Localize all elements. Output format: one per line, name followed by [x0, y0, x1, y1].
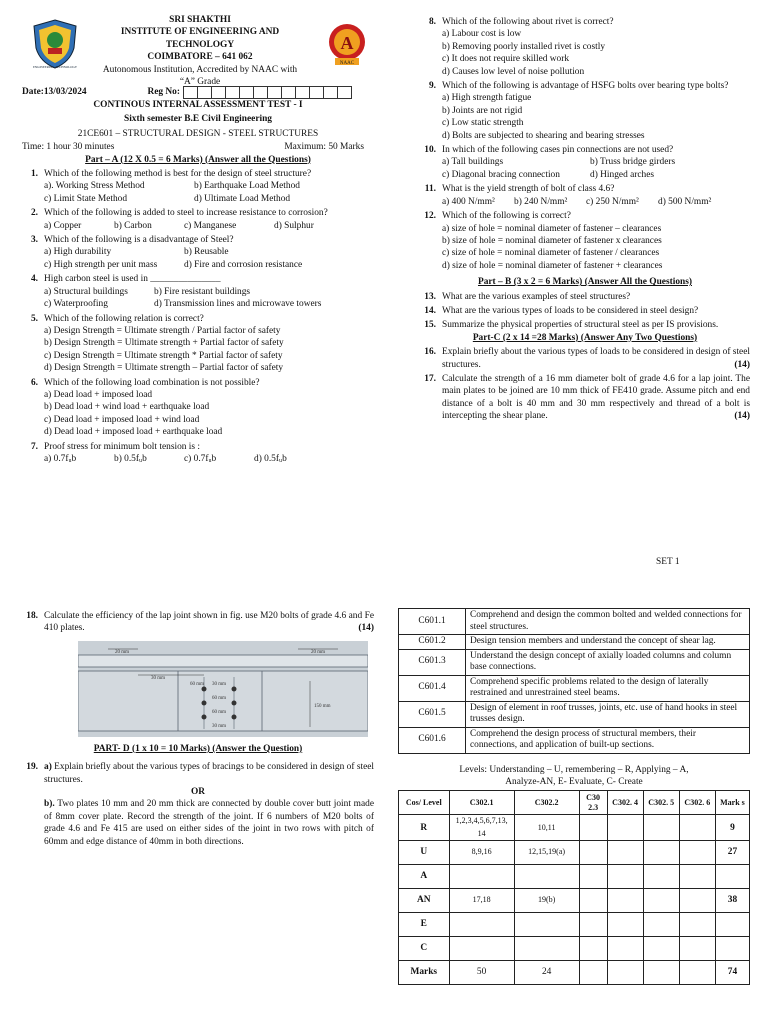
reg-no-label: Reg No: [147, 87, 180, 98]
institution-city: COIMBATORE – 641 062 [147, 52, 253, 63]
level-table-cell: 8,9,16 [449, 841, 514, 865]
level-table-cell: 10,11 [514, 815, 579, 841]
level-table-row [399, 889, 750, 913]
question-6: 6. Which of the following load combination is not possible? a) Dead load + imposed load b) Dead load + wind load + earthquake load c) Dead load + imposed load + wind load d) Dead load + imposed load + earthquake load [30, 377, 260, 438]
dim-60mm-a: 60 mm [190, 681, 205, 687]
level-table-cell [643, 841, 679, 865]
dim-30mm-b: 30 mm [212, 681, 227, 687]
level-table-cell: 38 [715, 889, 749, 913]
question-11: 11. What is the yield strength of bolt of class 4.6? a) 400 N/mm² b) 240 N/mm² c) 250 N/mm² d) 500 N/mm² [424, 184, 712, 207]
question-8: 8. Which of the following about rivet is correct? a) Labour cost is low b) Removing poorly installed rivet is costly c) It does not require skilled work d) Causes low level of noise pollution [428, 17, 614, 77]
level-table-cell [607, 865, 643, 889]
level-table-cell [679, 889, 715, 913]
dim-20mm-right: 20 mm [310, 649, 326, 655]
question-2: 2. Which of the following is added to steel to increase resistance to corrosion? a) Copper b) Carbon c) Manganese d) Sulphur [30, 208, 328, 231]
max-marks: Maximum: 50 Marks [284, 142, 364, 153]
co-code: C601.3 [399, 649, 466, 675]
level-table-cell: Marks [399, 961, 450, 985]
level-table-cell [607, 889, 643, 913]
co-row [399, 635, 750, 650]
set-label: SET 1 [656, 557, 680, 567]
question-4: 4. High carbon steel is used in _______________ a) Structural buildings b) Fire resistant buildings c) Waterproofing d) Transmission lines and microwave towers [30, 274, 322, 310]
dim-30mm-c: 30 mm [212, 723, 227, 729]
level-table-cell: A [399, 865, 450, 889]
course-outcomes-table [398, 608, 750, 754]
level-table-cell [679, 913, 715, 937]
co-row [399, 649, 750, 675]
level-table-cell [579, 815, 607, 841]
level-table-header: C302. 5 [643, 791, 679, 815]
question-7: 7. Proof stress for minimum bolt tension is : a) 0.7fᵤb b) 0.5fᵤb c) 0.7fᵤb d) 0.5fᵤb [30, 441, 287, 464]
dim-150mm: 150 mm [314, 703, 331, 709]
co-code: C601.5 [399, 701, 466, 727]
question-16: 16. Explain briefly about the various types of loads to be considered in design of steel structures. (14) [424, 347, 750, 370]
level-table-cell [643, 889, 679, 913]
level-table-header: C302. 6 [679, 791, 715, 815]
level-table-cell [679, 961, 715, 985]
question-10: 10. In which of the following cases pin connections are not used? a) Tall buildings b) Truss bridge girders c) Diagonal bracing connection d) Hinged arches [424, 145, 676, 180]
right-column-top [420, 14, 750, 567]
institution-name-line1: SRI SHAKTHI [169, 15, 231, 25]
level-table-cell [514, 865, 579, 889]
accreditation-line2: “A” Grade [179, 77, 221, 88]
level-table-cell [715, 937, 749, 961]
level-table-cell [579, 913, 607, 937]
lap-joint-figure [78, 641, 368, 737]
level-table-cell [449, 913, 514, 937]
level-table-cell [643, 865, 679, 889]
question-14: 14. What are the various types of loads to be considered in steel design? [424, 305, 699, 316]
left-column-top [22, 14, 374, 465]
levels-legend-line2: Analyze-AN, E- Evaluate, C- Create [505, 776, 643, 787]
course-title: 21CE601 – STRUCTURAL DESIGN - STEEL STRUCTURES [77, 128, 319, 139]
institution-name-line2: INSTITUTE OF ENGINEERING AND [120, 27, 280, 38]
level-table-cell [579, 961, 607, 985]
question-17: 17. Calculate the strength of a 16 mm diameter bolt of grade 4.6 for a lap joint. The main plates to be joined are 10 mm thick of FE410 grade. Assume pitch and end distance of a bolt is 40 mm and 30 mm respectively and thread of a bolt is intercepting the shear plane. (14) [424, 373, 750, 422]
level-table-cell [679, 937, 715, 961]
naac-logo-icon [322, 20, 372, 70]
level-table-header: C302.1 [449, 791, 514, 815]
level-table-header: C302.2 [514, 791, 579, 815]
co-row [399, 701, 750, 727]
co-description: Design of element in roof trusses, joints, etc. use of hand hooks in steel trusses design. [466, 701, 750, 727]
co-row [399, 609, 750, 635]
level-table-header: Mark s [715, 791, 749, 815]
level-table-cell: 50 [449, 961, 514, 985]
question-5: 5. Which of the following relation is correct? a) Design Strength = Ultimate strength / Partial factor of safety b) Design Strength = Ultimate strength + Partial factor of safety c) Design Strength = Ultimate strength * Partial factor of safety d) Design Strength = Ultimate strength – Partial factor of safety [30, 313, 284, 374]
accreditation-line1: Autonomous Institution, Accredited by NAAC with [102, 64, 298, 75]
question-13: 13. What are the various examples of steel structures? [424, 291, 631, 302]
level-table-cell [679, 815, 715, 841]
institution-name-line3: TECHNOLOGY [165, 39, 235, 50]
level-table-cell: 17,18 [449, 889, 514, 913]
naac-logo-caption: NAAC [339, 61, 355, 66]
level-table-header: Cos/ Level [399, 791, 450, 815]
level-table-row [399, 937, 750, 961]
institution-logo-caption: ENGINEERING TECHNOLOGY [32, 65, 78, 69]
semester-title: Sixth semester B.E Civil Engineering [123, 114, 272, 125]
level-table-header: C302. 4 [607, 791, 643, 815]
dim-60mm-c: 60 mm [212, 709, 227, 715]
level-table-cell: 19(b) [514, 889, 579, 913]
level-table-cell [514, 937, 579, 961]
level-table-cell [679, 865, 715, 889]
level-table-cell [449, 937, 514, 961]
level-table-cell [607, 961, 643, 985]
question-3: 3. Which of the following is a disadvantage of Steel? a) High durability b) Reusable c) High strength per unit mass d) Fire and corrosion resistance [30, 235, 303, 270]
level-table-header: C30 2.3 [579, 791, 607, 815]
level-table-cell [643, 815, 679, 841]
institution-logo-icon [30, 18, 80, 70]
level-table-cell: C [399, 937, 450, 961]
question-19: 19. a) Explain briefly about the various types of bracings to be considered in design of steel structures. OR b). Two plates 10 mm and 20 mm thick are connected by double cover butt joint made of 8mm cover plate. Record the strength of the joint. If 6 numbers of M20 bolts of grade 4.6 and Fe 415 are used on either sides of the joint in two rows with pitch of 60mm and edge distance of 40mm in both directions. [22, 761, 374, 848]
left-column-bottom [22, 608, 374, 848]
level-table-cell: 9 [715, 815, 749, 841]
level-table-row [399, 841, 750, 865]
level-table-cell [579, 865, 607, 889]
question-18: 18. Calculate the efficiency of the lap joint shown in fig. use M20 bolts of grade 4.6 and Fe 410 plates. (14) [26, 611, 374, 634]
co-code: C601.1 [399, 609, 466, 635]
level-table-cell [715, 913, 749, 937]
level-table-cell: 12,15,19(a) [514, 841, 579, 865]
question-1: 1. Which of the following method is best for the design of steel structure? a). Working Stress Method b) Earthquake Load Method c) Limit State Method d) Ultimate Load Method [30, 169, 312, 204]
co-description: Comprehend the design process of structural members, their connections, and application of built-up sections. [466, 727, 750, 753]
svg-text:A: A [340, 33, 354, 53]
question-12: 12. Which of the following is correct? a) size of hole = nominal diameter of fastener – clearances b) size of hole = nominal diameter of fastener x clearances c) size of hole = nominal diameter of fastener / clearances d) size of hole = nominal diameter of fastener + clearances [424, 211, 663, 271]
level-table-cell [679, 841, 715, 865]
part-a-title: Part – A (12 X 0.5 = 6 Marks) (Answer all the Questions) [85, 154, 311, 165]
level-table-cell [607, 937, 643, 961]
level-table-cell [607, 913, 643, 937]
dim-60mm-b: 60 mm [212, 695, 227, 701]
level-table-cell: 27 [715, 841, 749, 865]
level-table-row [399, 913, 750, 937]
question-9: 9. Which of the following is advantage of HSFG bolts over bearing type bolts? a) High strength fatigue b) Joints are not rigid c) Low static strength d) Bolts are subjected to shearing and bearing stresses [428, 81, 729, 141]
co-description: Comprehend specific problems related to the design of laterally restrained and unrestrained steel beams. [466, 675, 750, 701]
question-15: 15. Summarize the physical properties of structural steel as per IS provisions. [424, 320, 719, 331]
exam-date: Date:13/03/2024 [22, 87, 87, 98]
dim-20mm-left: 20 mm [114, 649, 130, 655]
level-table-cell [607, 841, 643, 865]
level-table-cell [715, 865, 749, 889]
level-table-cell: U [399, 841, 450, 865]
level-table-cell: AN [399, 889, 450, 913]
level-table-cell [643, 937, 679, 961]
co-code: C601.2 [399, 635, 466, 650]
co-code: C601.6 [399, 727, 466, 753]
level-table-cell: 24 [514, 961, 579, 985]
lap-joint-drawing [78, 641, 368, 737]
right-column-bottom [398, 608, 750, 985]
level-table-cell [579, 937, 607, 961]
level-table-row [399, 815, 750, 841]
co-row [399, 727, 750, 753]
level-table-cell [643, 913, 679, 937]
test-title: CONTINOUS INTERNAL ASSESSMENT TEST - I [93, 100, 303, 110]
level-table-cell: R [399, 815, 450, 841]
level-table-cell [449, 865, 514, 889]
level-table-cell [579, 841, 607, 865]
part-d-title: PART- D (1 x 10 = 10 Marks) (Answer the Question) [93, 743, 303, 754]
levels-legend-line1: Levels: Understanding – U, remembering – R, Applying – A, [459, 764, 689, 775]
dim-30mm-top: 30 mm [150, 675, 166, 681]
level-table-cell: 1,2,3,4,5,6,7,13, 14 [449, 815, 514, 841]
level-table-cell [579, 889, 607, 913]
level-table-cell [607, 815, 643, 841]
co-description: Design tension members and understand the concept of shear lag. [466, 635, 750, 650]
levels-marks-table [398, 790, 750, 985]
level-table-cell [643, 961, 679, 985]
exam-duration: Time: 1 hour 30 minutes [22, 142, 115, 153]
part-b-title: Part – B (3 x 2 = 6 Marks) (Answer All the Questions) [477, 277, 692, 288]
co-description: Comprehend and design the common bolted and welded connections for steel structures. [466, 609, 750, 635]
level-table-row [399, 961, 750, 985]
level-table-row [399, 865, 750, 889]
co-description: Understand the design concept of axially loaded columns and column base connections. [466, 649, 750, 675]
co-code: C601.4 [399, 675, 466, 701]
institution-header [22, 14, 374, 90]
level-table-cell [514, 913, 579, 937]
level-table-cell: E [399, 913, 450, 937]
part-c-title: Part-C (2 x 14 =28 Marks) (Answer Any Two Questions) [472, 332, 698, 343]
or-separator: OR [190, 787, 206, 798]
co-row [399, 675, 750, 701]
level-table-cell: 74 [715, 961, 749, 985]
